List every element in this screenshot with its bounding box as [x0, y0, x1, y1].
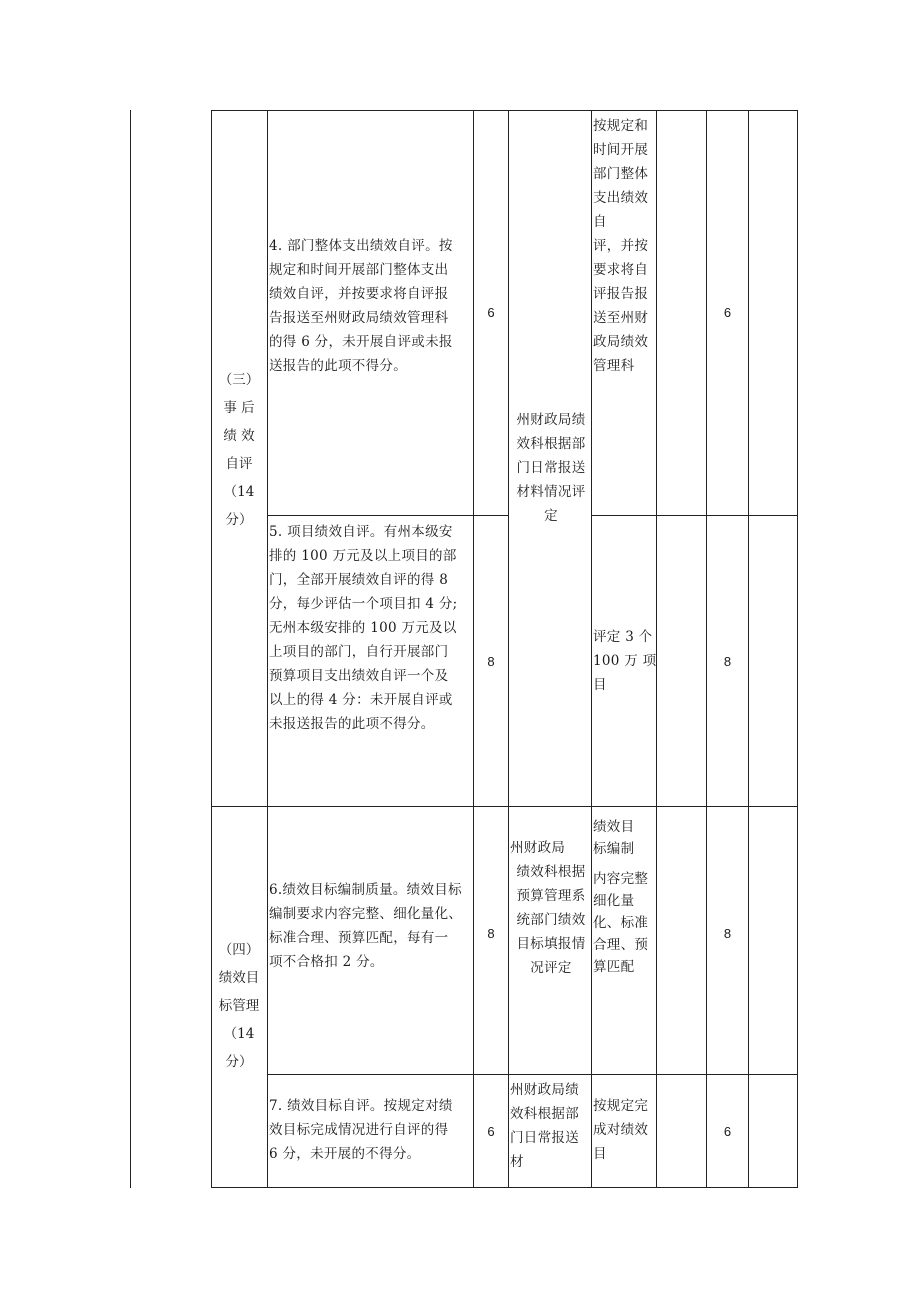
- basis-line: 目: [593, 1146, 607, 1162]
- row-divider-4-5-right: [591, 515, 798, 516]
- category-line: 标管理: [218, 998, 260, 1014]
- criteria-line: 绩效自评，并按要求将自评报: [269, 286, 449, 302]
- basis-line: 化、标准: [593, 915, 649, 931]
- basis-line: 评报告报: [593, 286, 649, 302]
- score-cell-item-5: 8: [723, 654, 732, 669]
- category-line: 分）: [225, 1054, 253, 1070]
- row-divider-4-5: [267, 515, 509, 516]
- basis-line: 支出绩效: [593, 190, 649, 206]
- table-border-bottom: [211, 1187, 798, 1188]
- criteria-line: 6 分，未开展的不得分。: [269, 1146, 421, 1162]
- criteria-line: 预算项目支出绩效自评一个及: [269, 668, 449, 684]
- criteria-line: 4. 部门整体支出绩效自评。按: [269, 238, 453, 254]
- table-border-right: [797, 110, 798, 1188]
- score-cell-item-7: 6: [723, 1124, 732, 1139]
- points-cell-item-4: 6: [487, 305, 495, 320]
- score-cell-item-6: 8: [723, 926, 732, 941]
- basis-cell-item-7: [593, 1094, 657, 1166]
- column-divider-score: [706, 110, 707, 1188]
- criteria-line: 以上的得 4 分：未开展自评或: [269, 692, 453, 708]
- section-divider: [211, 806, 798, 807]
- criteria-line: 未报送报告的此项不得分。: [269, 716, 435, 732]
- category-line: （三）: [218, 372, 260, 388]
- criteria-line: 编制要求内容完整、细化量化、: [269, 906, 463, 922]
- column-divider-criteria: [267, 110, 268, 1188]
- points-cell-item-7: 6: [487, 1124, 495, 1139]
- basis-line: 目: [593, 677, 607, 693]
- method-line: 绩效科根据: [516, 864, 586, 880]
- category-line: 自评: [225, 456, 253, 472]
- category-line: （四）: [218, 942, 260, 958]
- criteria-cell-item-7: [269, 1094, 475, 1166]
- criteria-line: 6.绩效目标编制质量。绩效目标: [269, 882, 462, 898]
- criteria-line: 5. 项目绩效自评。有州本级安: [269, 524, 453, 540]
- table-border-left: [130, 110, 131, 1188]
- method-line: 目标填报情: [516, 936, 586, 952]
- points-cell-item-5: 8: [487, 654, 495, 669]
- method-line: 定: [544, 508, 558, 524]
- criteria-line: 项不合格扣 2 分。: [269, 954, 384, 970]
- criteria-line: 效目标完成情况进行自评的得: [269, 1122, 449, 1138]
- criteria-cell-item-6: [269, 878, 475, 974]
- column-divider-method: [508, 110, 509, 1188]
- category-line: （14: [223, 1026, 255, 1042]
- score-cell-item-4: 6: [723, 305, 732, 320]
- basis-cell-item-4: [593, 114, 657, 378]
- method-line: 况评定: [530, 960, 572, 976]
- criteria-line: 门，全部开展绩效自评的得 8: [269, 572, 449, 588]
- basis-line: 自: [593, 214, 607, 230]
- criteria-line: 7. 绩效目标自评。按规定对绩: [269, 1098, 453, 1114]
- criteria-line: 告报送至州财政局绩效管理科: [269, 310, 449, 326]
- criteria-cell-item-5: [269, 520, 475, 736]
- method-line: 统部门绩效: [516, 912, 586, 928]
- column-divider-blank-2: [748, 110, 749, 1188]
- category-cell-section-3: [213, 366, 265, 534]
- criteria-line: 的得 6 分，未开展自评或未报: [269, 334, 453, 350]
- criteria-line: 排的 100 万元及以上项目的部: [269, 548, 457, 564]
- basis-line: 细化量: [593, 893, 635, 909]
- method-cell-item-7: [510, 1078, 592, 1174]
- basis-line: 时间开展: [593, 142, 649, 158]
- category-cell-section-4: [213, 936, 265, 1076]
- basis-line: 按规定和: [593, 118, 649, 134]
- basis-line: 标编制: [593, 841, 635, 857]
- basis-line: 100 万 项: [593, 653, 657, 669]
- method-cell-item-6: [510, 836, 592, 980]
- method-line: 预算管理系: [516, 888, 586, 904]
- method-line: 州财政局: [510, 840, 566, 856]
- basis-cell-item-6: [593, 816, 657, 978]
- criteria-line: 分，每少评估一个项目扣 4 分;: [269, 596, 458, 612]
- basis-line: 送至州财: [593, 310, 649, 326]
- basis-line: 要求将自: [593, 262, 649, 278]
- basis-line: 管理科: [593, 358, 635, 374]
- criteria-cell-item-4: [269, 234, 475, 378]
- method-line: 门日常报送: [516, 460, 586, 476]
- method-line: 州财政局绩: [516, 412, 586, 428]
- table-border-top: [211, 110, 798, 111]
- row-divider-6-7: [267, 1074, 798, 1075]
- criteria-line: 无州本级安排的 100 万元及以: [269, 620, 457, 636]
- basis-line: 政局绩效: [593, 334, 649, 350]
- basis-line: 算匹配: [593, 959, 635, 975]
- category-line: 绩效目: [218, 970, 260, 986]
- column-divider-basis: [591, 110, 592, 1188]
- method-cell-section-3: [510, 408, 592, 528]
- method-line: 效科根据部: [516, 436, 586, 452]
- basis-line: 内容完整: [593, 871, 649, 887]
- method-line: 材料情况评: [516, 484, 586, 500]
- points-cell-item-6: 8: [487, 926, 495, 941]
- column-divider-category: [211, 110, 212, 1188]
- criteria-line: 上项目的部门，自行开展部门: [269, 644, 449, 660]
- category-line: 分）: [225, 512, 253, 528]
- basis-line: 评定 3 个: [593, 629, 653, 645]
- criteria-line: 规定和时间开展部门整体支出: [269, 262, 449, 278]
- basis-line: 成对绩效: [593, 1122, 649, 1138]
- basis-line: 合理、预: [593, 937, 649, 953]
- method-line: 效科根据部: [510, 1106, 579, 1122]
- method-line: 材: [510, 1154, 524, 1170]
- criteria-line: 标准合理、预算匹配，每有一: [269, 930, 449, 946]
- category-line: 绩 效: [223, 428, 255, 444]
- method-line: 门日常报送: [510, 1130, 579, 1146]
- criteria-line: 送报告的此项不得分。: [269, 358, 407, 374]
- basis-line: 按规定完: [593, 1098, 649, 1114]
- method-line: 州财政局绩: [510, 1082, 579, 1098]
- basis-line: 绩效目: [593, 819, 635, 835]
- basis-line: 部门整体: [593, 166, 649, 182]
- category-line: （14: [223, 484, 255, 500]
- basis-line: 评，并按: [593, 238, 649, 254]
- category-line: 事 后: [223, 400, 255, 416]
- basis-cell-item-5: [593, 625, 657, 697]
